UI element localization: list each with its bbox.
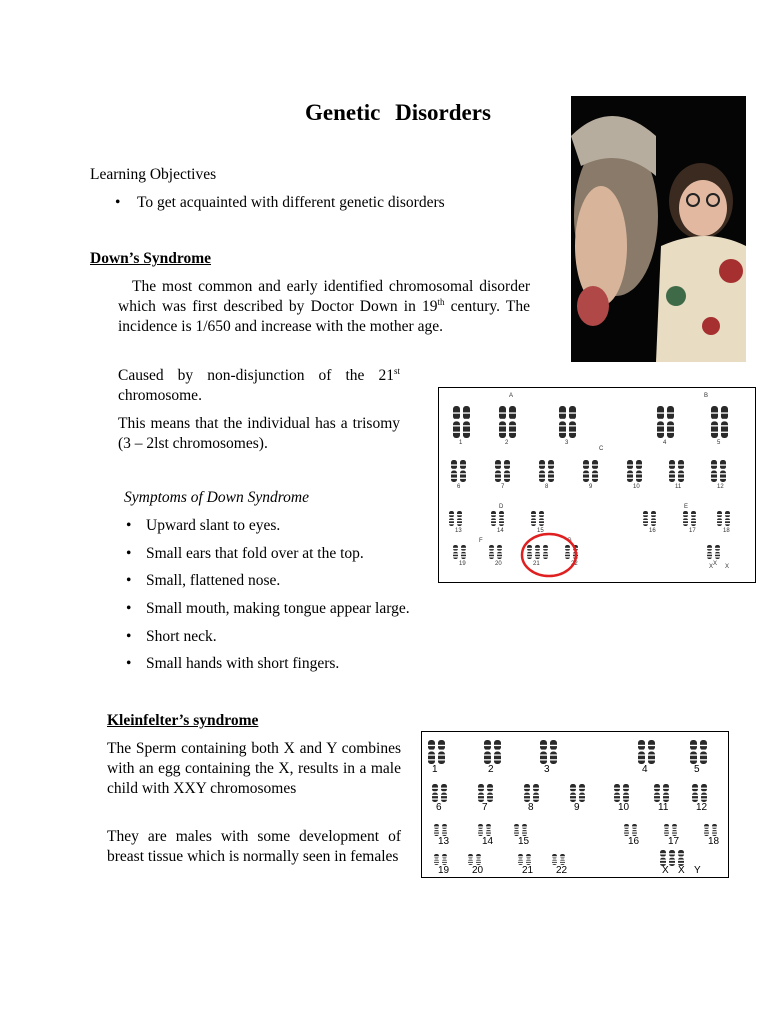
chromosome-pair [449,511,465,526]
chromosome-number: 4 [663,440,667,446]
chromosome-pair [468,854,484,865]
chromosome-number: 9 [574,802,580,813]
page-title: Genetic Disorders [305,100,491,125]
chromosome-number: 20 [472,865,484,876]
chromosome-number: 8 [545,484,549,490]
chromosome-pair [478,824,494,836]
chromosome-pair [654,784,672,802]
chromosome-pair [643,511,659,526]
chromosome-number: Y [694,865,701,876]
chromosome-number: 21 [522,865,534,876]
chromosome-pair [518,854,534,865]
chromosome-number: 15 [537,528,544,534]
chromosome-number: 11 [675,484,682,490]
chromosome-number: 5 [717,440,721,446]
chromosome-group-label: E [684,504,689,510]
bullet-icon: • [126,517,132,534]
downs-paragraph-2: Caused by non-disjunction of the 21st chromosome. [118,365,400,404]
chromosome-number: 21 [533,561,540,567]
chromosome-number: 16 [649,528,656,534]
chromosome-pair [614,784,632,802]
chromosome-pair [717,511,733,526]
chromosome-number: 7 [482,802,488,813]
chromosome-number: 2 [505,440,509,446]
chromosome-pair [432,784,450,802]
chromosome-number: 2 [488,764,494,775]
chromosome-number: 22 [556,865,568,876]
chromosome-number: 6 [457,484,461,490]
chromosome-pair [624,824,640,836]
chromosome-number: 8 [528,802,534,813]
chromosome-number: 13 [455,528,462,534]
chromosome-number: 19 [438,865,450,876]
chromosome-pair [451,460,469,482]
chromosome-pair [489,545,505,559]
chromosome-pair [514,824,530,836]
chromosome-number: 7 [501,484,505,490]
chromosome-number: 15 [518,836,530,847]
photo-illustration [571,96,746,362]
downs-heading: Down’s Syndrome [90,250,212,267]
sex-chromosomes-xxy [660,850,687,866]
chromosome-pair [664,824,680,836]
chromosome-pair [627,460,645,482]
symptoms-heading: Symptoms of Down Syndrome [124,489,309,506]
chromosome-number: X [662,865,669,876]
chromosome-pair [683,511,699,526]
chromosome-number: 17 [689,528,696,534]
downs-paragraph-1: The most common and early identified chromosomal disorder which was first described by Doctor Down in 19th century. The incidence is 1/650 and increase with the mother age. [118,278,530,335]
chromosome-pair [478,784,496,802]
trisomy-21-highlight-circle [519,530,579,580]
chromosome-pair [583,460,601,482]
chromosome-pair [638,740,658,764]
chromosome-pair [704,824,720,836]
chromosome-number: 1 [432,764,438,775]
chromosome-pair [524,784,542,802]
chromosome-group-label: F [479,538,483,544]
chromosome-group-label: D [499,504,504,510]
chromosome-pair [669,460,687,482]
chromosome-number: 10 [618,802,630,813]
chromosome-number: X [725,564,730,570]
chromosome-pair [531,511,547,526]
chromosome-pair [570,784,588,802]
chromosome-number: 11 [658,802,669,813]
bullet-icon: • [126,628,132,645]
chromosome-pair [453,545,469,559]
chromosome-number: 14 [497,528,504,534]
chromosome-group-label: G [567,538,572,544]
chromosome-number: 12 [696,802,708,813]
chromosome-number: 17 [668,836,680,847]
chromosome-pair [539,460,557,482]
chromosome-pair [434,824,450,836]
chromosome-number: 18 [723,528,730,534]
bullet-icon: • [126,600,132,617]
chromosome-pair [434,854,450,865]
chromosome-pair [552,854,568,865]
kleinfelter-paragraph-2: They are males with some development of breast tissue which is normally seen in females [107,828,401,865]
chromosome-pair [453,406,473,438]
chromosome-pair [484,740,504,764]
chromosome-pair [707,545,723,559]
chromosome-number: 4 [642,764,648,775]
chromosome-number: 12 [717,484,724,490]
chromosome-group-label: B [704,393,709,399]
chromosome-number: 14 [482,836,494,847]
chromosome-number: X [709,564,714,570]
chromosome-number: 3 [565,440,569,446]
chromosome-pair [540,740,560,764]
chromosome-pair [657,406,677,438]
chromosome-pair [692,784,710,802]
chromosome-pair [495,460,513,482]
chromosome-number: 10 [633,484,640,490]
kleinfelter-karyotype [421,731,729,878]
chromosome-number: 22 [571,561,578,567]
kleinfelter-paragraph-1: The Sperm containing both X and Y combines with an egg containing the X, results in a male child with XXY chromosomes [107,740,401,797]
chromosome-number: X [713,561,718,567]
chromosome-pair [711,460,729,482]
chromosome-number: 13 [438,836,450,847]
bullet-icon: • [126,655,132,672]
chromosome-number: 9 [589,484,593,490]
chromosome-number: 20 [495,561,502,567]
chromosome-pair [499,406,519,438]
kleinfelter-heading: Kleinfelter’s syndrome [107,712,259,729]
chromosome-number: 5 [694,764,700,775]
chromosome-group-label: C [599,446,604,452]
chromosome-pair [559,406,579,438]
chromosome-pair [711,406,731,438]
chromosome-number: 18 [708,836,720,847]
downs-paragraph-3: This means that the individual has a trisomy (3 – 2lst chromosomes). [118,415,400,452]
learning-objectives-heading: Learning Objectives [90,166,217,183]
chromosome-group-label: A [509,393,514,399]
chromosome-number: 3 [544,764,550,775]
bullet-icon: • [126,545,132,562]
down-syndrome-photo [571,96,746,362]
chromosome-number: X [678,865,685,876]
chromosome-number: 1 [459,440,463,446]
chromosome-number: 16 [628,836,640,847]
chromosome-number: 6 [436,802,442,813]
chromosome-pair [428,740,448,764]
bullet-icon: • [126,572,132,589]
chromosome-number: 19 [459,561,466,567]
bullet-icon: • [115,194,121,211]
chromosome-pair [491,511,507,526]
down-syndrome-karyotype [438,387,756,583]
chromosome-pair [690,740,710,764]
